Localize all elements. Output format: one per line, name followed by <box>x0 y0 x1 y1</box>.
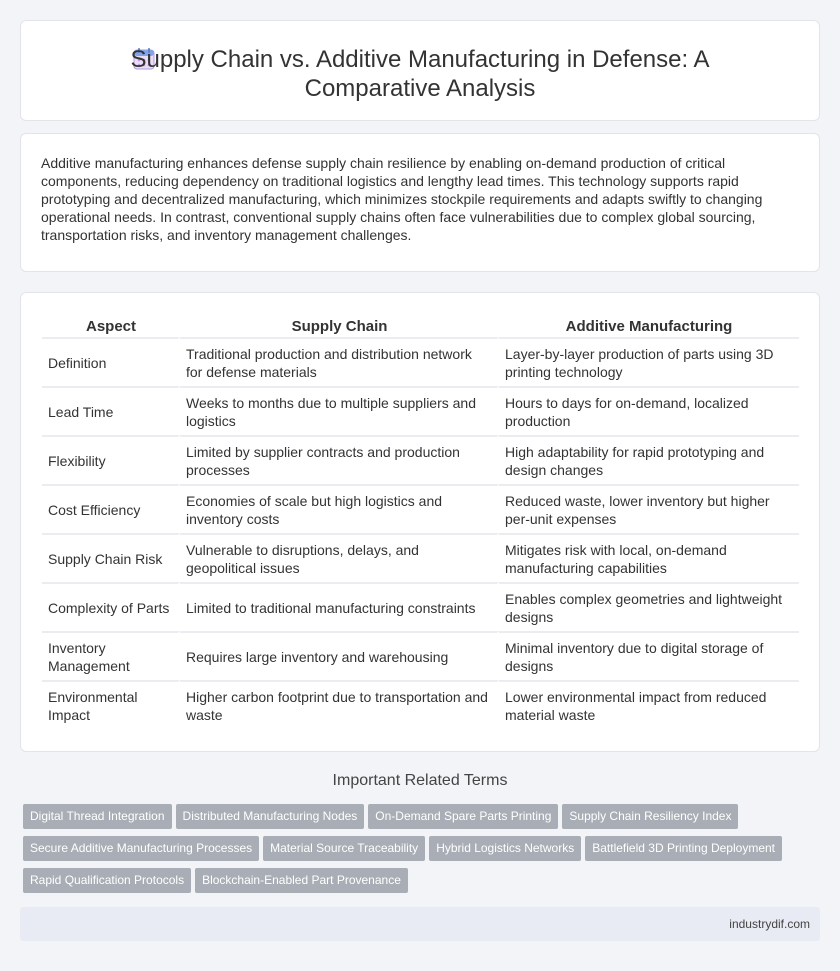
aspect-cell: Supply Chain Risk <box>42 533 180 582</box>
table-row <box>42 435 799 484</box>
supply-chain-cell: Limited to traditional manufacturing constraints <box>180 582 499 631</box>
supply-chain-cell: Higher carbon footprint due to transportation and waste <box>180 680 499 729</box>
intro-paragraph: Additive manufacturing enhances defense supply chain resilience by enabling on-demand production of critical components, reducing dependency on traditional logistics and lengthy lead times. This technology supports rapid prototyping and decentralized manufacturing, which minimizes stockpile requirements and adapts swiftly to changing operational needs. In contrast, conventional supply chains often face vulnerabilities due to complex global sourcing, transportation risks, and inventory management challenges. <box>41 155 763 243</box>
header-supply-chain: Supply Chain <box>291 318 388 335</box>
header-aspect: Aspect <box>85 318 137 335</box>
additive-cell: Layer-by-layer production of parts using 3D printing technology <box>499 337 799 386</box>
term-tag[interactable]: On-Demand Spare Parts Printing <box>368 804 558 829</box>
intro-card <box>20 133 820 272</box>
supply-chain-cell: Traditional production and distribution network for defense materials <box>180 337 499 386</box>
term-tag[interactable]: Battlefield 3D Printing Deployment <box>585 836 782 861</box>
comparison-table-card <box>20 292 820 752</box>
table-row <box>42 680 799 729</box>
aspect-cell: Inventory Management <box>42 631 180 680</box>
aspect-cell: Environmental Impact <box>42 680 180 729</box>
additive-cell: Hours to days for on-demand, localized production <box>499 386 799 435</box>
term-row <box>23 804 823 836</box>
additive-cell: Enables complex geometries and lightweight designs <box>499 582 799 631</box>
table-row <box>42 582 799 631</box>
supply-chain-cell: Limited by supplier contracts and production processes <box>180 435 499 484</box>
term-tag[interactable]: Distributed Manufacturing Nodes <box>176 804 365 829</box>
table-row <box>42 631 799 680</box>
footer <box>20 907 820 941</box>
term-tag[interactable]: Supply Chain Resiliency Index <box>562 804 738 829</box>
supply-chain-cell: Weeks to months due to multiple suppliers and logistics <box>180 386 499 435</box>
header-additive-manufacturing: Additive Manufacturing <box>565 318 733 335</box>
aspect-cell: Lead Time <box>42 386 180 435</box>
table-row <box>42 386 799 435</box>
table-row <box>42 484 799 533</box>
supply-chain-cell: Requires large inventory and warehousing <box>180 631 499 680</box>
term-tag[interactable]: Blockchain-Enabled Part Provenance <box>195 868 408 893</box>
related-terms-heading: Important Related Terms <box>332 772 508 789</box>
aspect-cell: Definition <box>42 337 180 386</box>
term-tag[interactable]: Material Source Traceability <box>263 836 425 861</box>
term-tag[interactable]: Secure Additive Manufacturing Processes <box>23 836 259 861</box>
additive-cell: Mitigates risk with local, on-demand manufacturing capabilities <box>499 533 799 582</box>
related-terms <box>23 804 823 900</box>
supply-chain-cell: Vulnerable to disruptions, delays, and geopolitical issues <box>180 533 499 582</box>
table-row <box>42 337 799 386</box>
header-card <box>20 20 820 121</box>
table-row <box>42 533 799 582</box>
aspect-cell: Cost Efficiency <box>42 484 180 533</box>
table-header-row <box>42 314 799 337</box>
additive-cell: Reduced waste, lower inventory but higher per-unit expenses <box>499 484 799 533</box>
term-tag[interactable]: Digital Thread Integration <box>23 804 172 829</box>
page-title: Supply Chain vs. Additive Manufacturing in Defense: A Comparative Analysis <box>130 46 710 102</box>
aspect-cell: Flexibility <box>42 435 180 484</box>
footer-site[interactable]: industrydif.com <box>729 917 810 931</box>
term-row <box>23 868 823 900</box>
aspect-cell: Complexity of Parts <box>42 582 180 631</box>
comparison-table <box>42 314 799 729</box>
supply-chain-cell: Economies of scale but high logistics and inventory costs <box>180 484 499 533</box>
term-tag[interactable]: Rapid Qualification Protocols <box>23 868 191 893</box>
additive-cell: High adaptability for rapid prototyping and design changes <box>499 435 799 484</box>
term-row <box>23 836 823 868</box>
additive-cell: Lower environmental impact from reduced material waste <box>499 680 799 729</box>
term-tag[interactable]: Hybrid Logistics Networks <box>429 836 581 861</box>
additive-cell: Minimal inventory due to digital storage of designs <box>499 631 799 680</box>
